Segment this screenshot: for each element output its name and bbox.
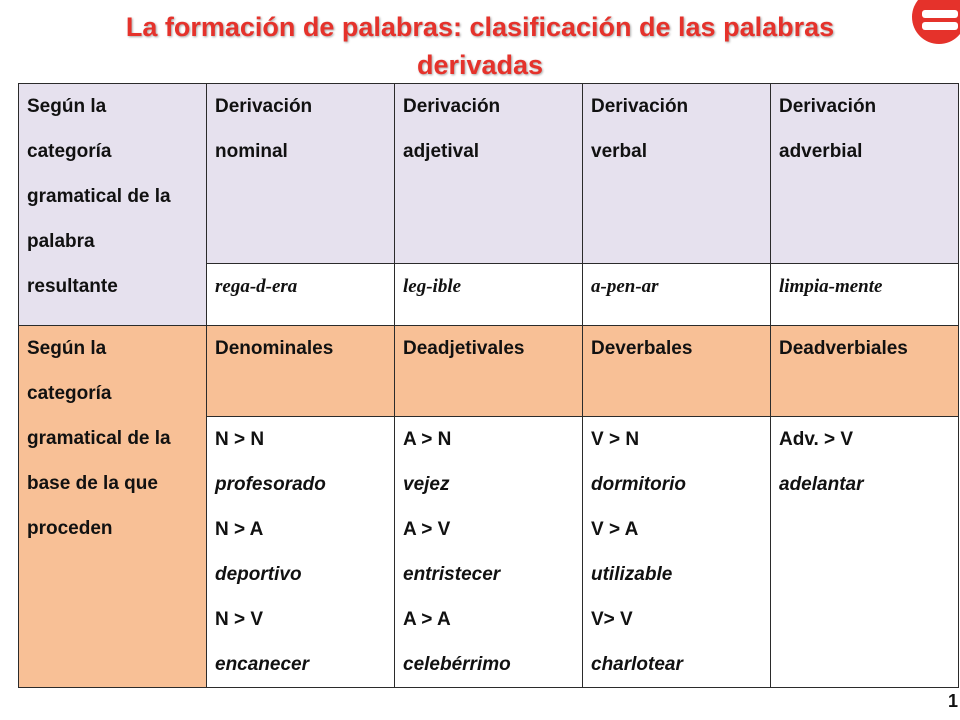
row-label-resulting-category: Según la categoría gramatical de la palabra resultante [19, 84, 207, 326]
page-number: 1 [947, 691, 958, 711]
example-adverbial: limpia-mente [771, 264, 959, 326]
list-deadjetivales: A > N vejez A > V entristecer A > A celebérrimo [395, 417, 583, 688]
header-denominales: Denominales [207, 326, 395, 417]
header-derivacion-nominal: Derivación nominal [207, 84, 395, 264]
row-label-base-category: Según la categoría gramatical de la base de la que proceden [19, 326, 207, 688]
header-derivacion-adjetival: Derivación adjetival [395, 84, 583, 264]
derivation-table [18, 83, 959, 688]
list-denominales: N > N profesorado N > A deportivo N > V encanecer [207, 417, 395, 688]
red-circle-logo-icon [912, 0, 960, 44]
header-derivacion-adverbial: Derivación adverbial [771, 84, 959, 264]
example-adjetival: leg-ible [395, 264, 583, 326]
title-line-1: La formación de palabras: clasificación de las palabras [125, 12, 835, 42]
slide-title [0, 8, 960, 84]
header-deadjetivales: Deadjetivales [395, 326, 583, 417]
example-verbal: a-pen-ar [583, 264, 771, 326]
header-deadverbiales: Deadverbiales [771, 326, 959, 417]
header-deverbales: Deverbales [583, 326, 771, 417]
example-nominal: rega-d-era [207, 264, 395, 326]
list-deverbales: V > N dormitorio V > A utilizable V> V charlotear [583, 417, 771, 688]
list-deadverbiales: Adv. > V adelantar [771, 417, 959, 688]
title-line-2: derivadas [416, 50, 544, 80]
header-derivacion-verbal: Derivación verbal [583, 84, 771, 264]
